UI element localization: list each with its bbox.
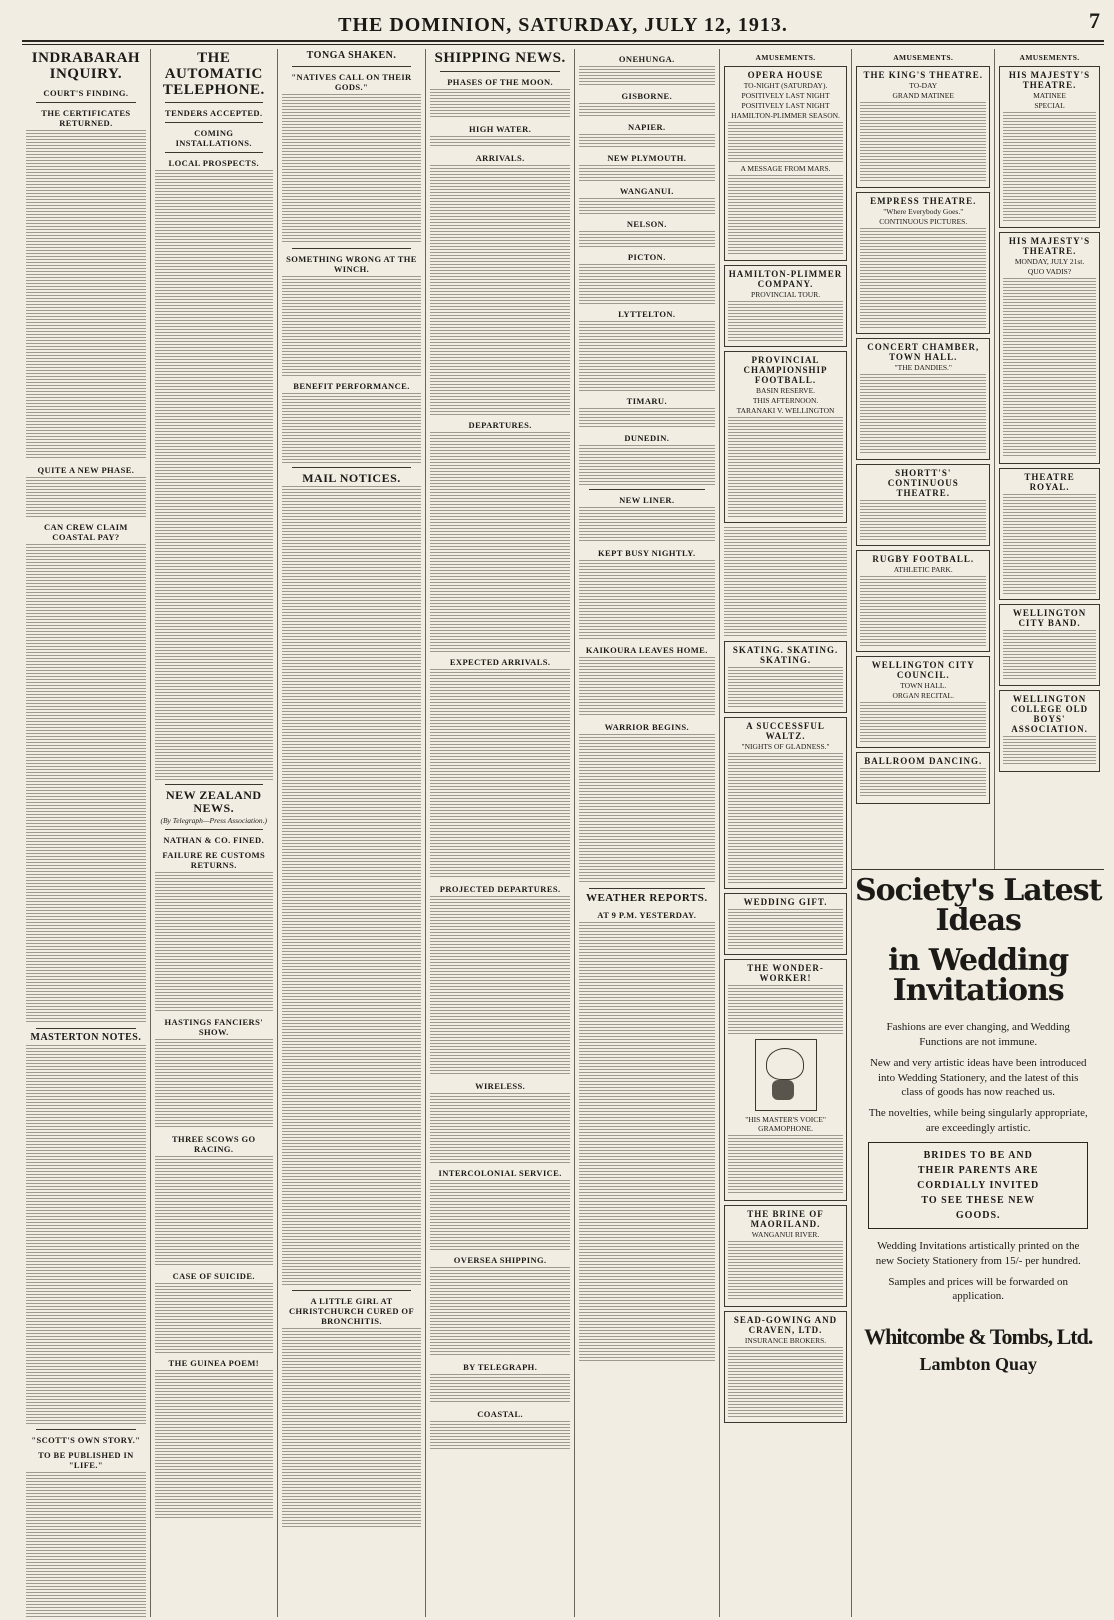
ad-body-5: Samples and prices will be forwarded on application. xyxy=(888,1275,1069,1303)
column-8: AMUSEMENTS. HIS MAJESTY'S THEATRE. MATINEE SPECIAL HIS MAJESTY'S THEATRE. MONDAY, JULY 21st. QUO VADIS? THEATRE ROYAL. WELLINGTON CITY BAND. WELLINGTON COLLEGE OLD BOYS' ASSOCIATION. xyxy=(995,49,1104,869)
columns-7-8 xyxy=(852,49,1104,1617)
subhead: EXPECTED ARRIVALS. xyxy=(449,656,551,667)
column-6 xyxy=(720,49,853,1617)
subhead: FAILURE RE CUSTOMS RETURNS. xyxy=(162,850,266,871)
subhead: "NATIVES CALL ON THEIR GODS." xyxy=(291,71,412,92)
subhead: KEPT BUSY NIGHTLY. xyxy=(598,548,696,558)
subhead: QUITE A NEW PHASE. xyxy=(37,464,135,475)
subhead: WANGANUI. xyxy=(619,186,674,196)
ad-opera-house: OPERA HOUSE TO-NIGHT (SATURDAY). POSITIVELY LAST NIGHT POSITIVELY LAST NIGHT HAMILTON-PLIMMER SEASON. A MESSAGE FROM MARS. xyxy=(724,66,848,261)
ad-city-band: WELLINGTON CITY BAND. xyxy=(999,604,1100,686)
firm-name: Whitcombe & Tombs, Ltd. xyxy=(864,1324,1093,1350)
subhead: LOCAL PROSPECTS. xyxy=(168,158,259,169)
subhead: THREE SCOWS GO RACING. xyxy=(171,1134,256,1155)
subhead: "SCOTT'S OWN STORY." xyxy=(31,1435,141,1445)
ad-football: PROVINCIAL CHAMPIONSHIP FOOTBALL. BASIN RESERVE. THIS AFTERNOON. TARANAKI V. WELLINGTON xyxy=(724,351,848,523)
ad-wanganui-river: THE BRINE OF MAORILAND. WANGANUI RIVER. xyxy=(724,1205,848,1307)
subhead: NATHAN & CO. FINED. xyxy=(163,835,265,846)
subhead: BENEFIT PERFORMANCE. xyxy=(293,380,410,391)
subhead: NELSON. xyxy=(626,219,667,229)
column-7: AMUSEMENTS. THE KING'S THEATRE. TO-DAY GRAND MATINEE EMPRESS THEATRE. "Where Everybody Goes." CONTINUOUS PICTURES. CONCERT CHAMBER, TOWN HALL. "THE DANDIES." SHORTT'S' CONTINUOUS THEATRE. RUGBY FOOTBALL. ATHLETIC PARK. WELLINGTON CITY COUNCIL. TOWN HALL. ORGAN RECITAL. BALLROOM DANCING. xyxy=(852,49,995,869)
wedding-invitations-ad xyxy=(852,869,1104,1616)
headline-tonga: TONGA SHAKEN. xyxy=(306,50,397,61)
subhead: DUNEDIN. xyxy=(624,433,670,443)
ad-gramophone: THE WONDER-WORKER! "HIS MASTER'S VOICE" GRAMOPHONE. xyxy=(724,959,848,1201)
subhead: KAIKOURA LEAVES HOME. xyxy=(585,645,708,655)
subhead: COASTAL. xyxy=(477,1408,524,1419)
column-1 xyxy=(22,49,151,1617)
byline: (By Telegraph—Press Association.) xyxy=(160,816,268,826)
subhead: THE GUINEA POEM! xyxy=(168,1358,259,1369)
ad-old-boys: WELLINGTON COLLEGE OLD BOYS' ASSOCIATION. xyxy=(999,690,1100,772)
ad-rugby: RUGBY FOOTBALL. ATHLETIC PARK. xyxy=(856,550,990,652)
headline-weather: WEATHER REPORTS. xyxy=(585,892,708,904)
column-2 xyxy=(151,49,278,1617)
subhead: OVERSEA SHIPPING. xyxy=(453,1254,547,1265)
ad-city-council: WELLINGTON CITY COUNCIL. TOWN HALL. ORGAN RECITAL. xyxy=(856,656,990,748)
subhead: GISBORNE. xyxy=(621,91,673,101)
ad-empress-theatre: EMPRESS THEATRE. "Where Everybody Goes." CONTINUOUS PICTURES. xyxy=(856,192,990,334)
column-3 xyxy=(278,49,427,1617)
ad-body-1: Fashions are ever changing, and Wedding Functions are not immune. xyxy=(886,1021,1070,1048)
ad-skating: SKATING. SKATING. SKATING. xyxy=(724,641,848,713)
invitation-box: BRIDES TO BE AND THEIR PARENTS ARE CORDIALLY INVITED TO SEE THESE NEW GOODS. xyxy=(868,1142,1088,1229)
subhead: NAPIER. xyxy=(628,122,666,132)
ad-ballroom: BALLROOM DANCING. xyxy=(856,752,990,804)
subhead: TENDERS ACCEPTED. xyxy=(165,108,263,119)
subhead: CASE OF SUICIDE. xyxy=(172,1271,255,1282)
subhead: DEPARTURES. xyxy=(468,419,532,430)
column-5 xyxy=(575,49,720,1617)
ad-waltz: A SUCCESSFUL WALTZ. "NIGHTS OF GLADNESS." xyxy=(724,717,848,889)
subhead: PHASES OF THE MOON. xyxy=(447,76,554,87)
subhead: AT 9 P.M. YESTERDAY. xyxy=(597,909,697,920)
page-number: 7 xyxy=(1089,8,1100,33)
ad-body-3: The novelties, while being singularly appropriate, are exceedingly artistic. xyxy=(868,1107,1088,1135)
ad-wedding-gift: WEDDING GIFT. xyxy=(724,893,848,955)
ad-insurance: SEAD-GOWING AND CRAVEN, LTD. INSURANCE BROKERS. xyxy=(724,1311,848,1423)
column-4 xyxy=(426,49,575,1617)
subhead: ARRIVALS. xyxy=(475,152,525,163)
firm-address: Lambton Quay xyxy=(919,1354,1037,1375)
ad-theatre-royal: THEATRE ROYAL. xyxy=(999,468,1100,600)
masthead xyxy=(22,8,1104,42)
ad-hamilton-plimmer: HAMILTON-PLIMMER COMPANY. PROVINCIAL TOUR. xyxy=(724,265,848,347)
ad-headline-1: Society's Latest Ideas xyxy=(854,873,1102,938)
subhead: PROJECTED DEPARTURES. xyxy=(439,883,561,894)
gramophone-illustration xyxy=(755,1039,817,1111)
subhead: HIGH WATER. xyxy=(469,123,532,134)
subhead: BY TELEGRAPH. xyxy=(463,1361,538,1372)
subhead: TO BE PUBLISHED IN "LIFE." xyxy=(38,1450,134,1470)
subhead: LYTTELTON. xyxy=(618,309,676,319)
ad-body-2: New and very artistic ideas have been introduced into Wedding Stationery, and the latest of this class of goods has now reached us. xyxy=(869,1056,1087,1099)
headline-shipping: SHIPPING NEWS. xyxy=(434,50,566,66)
subhead: COMING INSTALLATIONS. xyxy=(175,128,252,149)
subhead: CAN CREW CLAIM COASTAL PAY? xyxy=(43,521,128,542)
subhead: SOMETHING WRONG AT THE WINCH. xyxy=(286,253,417,274)
subhead: PICTON. xyxy=(627,252,666,262)
subhead: A LITTLE GIRL AT CHRISTCHURCH CURED OF BRONCHITIS. xyxy=(288,1296,415,1327)
ad-kings-theatre: THE KING'S THEATRE. TO-DAY GRAND MATINEE xyxy=(856,66,990,188)
headline-telephone: THE AUTOMATIC TELEPHONE. xyxy=(162,50,265,98)
ad-concert-chamber: CONCERT CHAMBER, TOWN HALL. "THE DANDIES." xyxy=(856,338,990,460)
subhead: WARRIOR BEGINS. xyxy=(604,722,690,732)
ad-body-4: Wedding Invitations artistically printed on the new Society Stationery from 15/- per hundred. xyxy=(875,1239,1081,1267)
headline-indrabarah: INDRABARAH INQUIRY. xyxy=(31,50,141,82)
headline-mail-notices: MAIL NOTICES. xyxy=(302,470,401,485)
section-header: AMUSEMENTS. xyxy=(755,53,816,62)
headline-nz-news: NEW ZEALAND NEWS. xyxy=(165,788,262,815)
headline-masterton: MASTERTON NOTES. xyxy=(30,1031,142,1043)
subhead: NEW PLYMOUTH. xyxy=(607,153,687,163)
subhead: COURT'S FINDING. xyxy=(43,87,129,98)
ad-headline-2: in Wedding Invitations xyxy=(888,943,1069,1008)
subhead: INTERCOLONIAL SERVICE. xyxy=(438,1167,562,1178)
subhead: NEW LINER. xyxy=(619,495,675,505)
subhead: THE CERTIFICATES RETURNED. xyxy=(41,107,131,128)
page-title: THE DOMINION, SATURDAY, JULY 12, 1913. xyxy=(338,14,788,36)
subhead: HASTINGS FANCIERS' SHOW. xyxy=(164,1017,263,1038)
subhead: TIMARU. xyxy=(626,396,667,406)
ad-his-majestys-2: HIS MAJESTY'S THEATRE. MONDAY, JULY 21st. QUO VADIS? xyxy=(999,232,1100,464)
ad-shortts: SHORTT'S' CONTINUOUS THEATRE. xyxy=(856,464,990,546)
ad-his-majestys: HIS MAJESTY'S THEATRE. MATINEE SPECIAL xyxy=(999,66,1100,228)
subhead: ONEHUNGA. xyxy=(618,54,675,64)
subhead: WIRELESS. xyxy=(475,1080,526,1091)
